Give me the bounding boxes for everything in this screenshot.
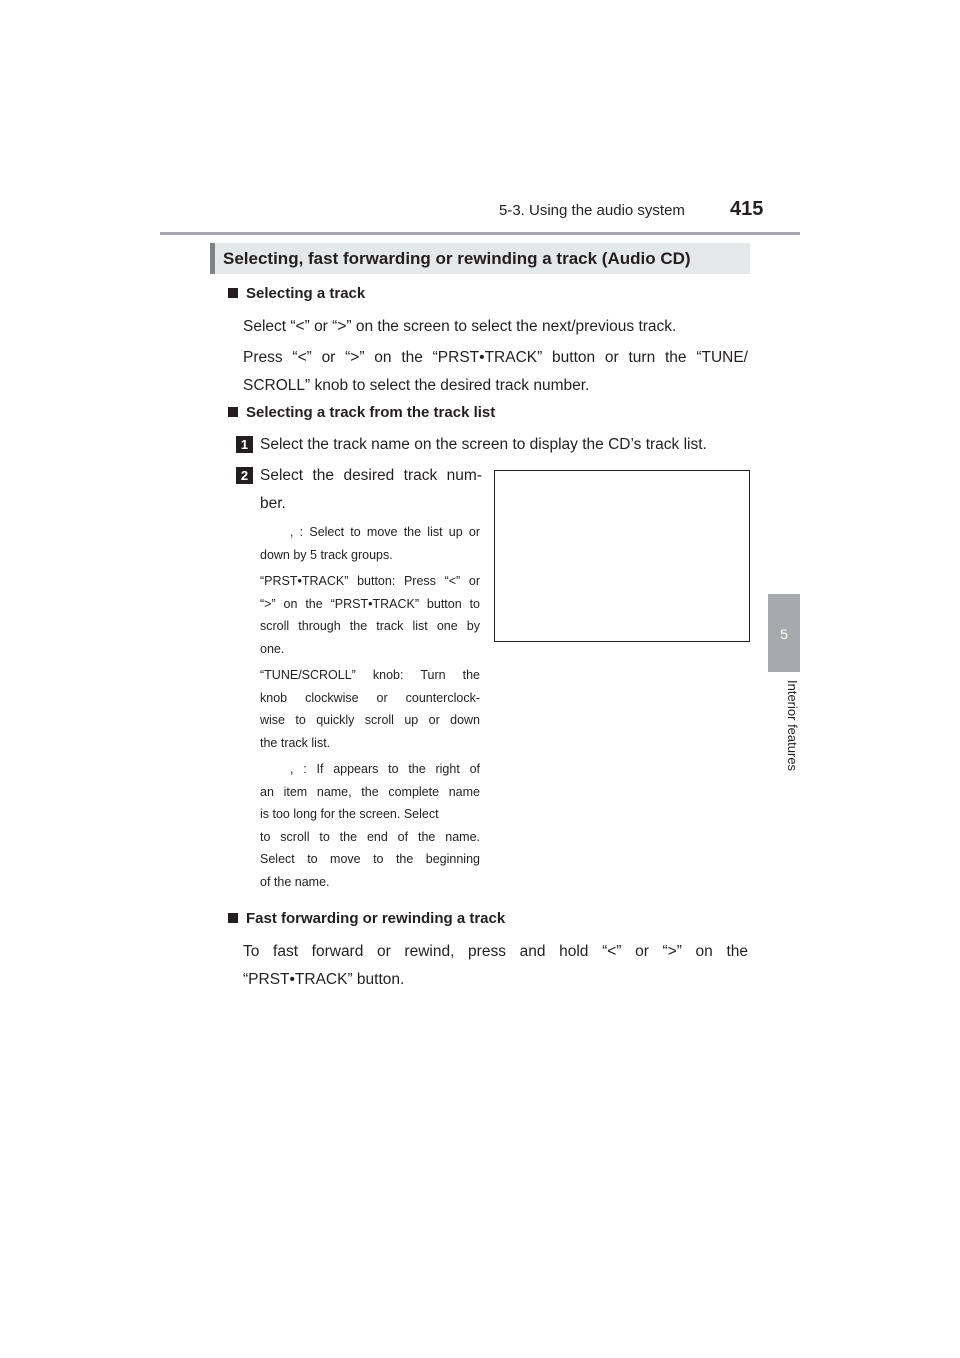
heading-text: Fast forwarding or rewinding a track bbox=[246, 910, 506, 927]
bullet-square-icon bbox=[228, 913, 238, 923]
note-line: to scroll to the end of the name. bbox=[260, 829, 480, 844]
note-line: of the name. bbox=[260, 874, 330, 889]
note-line: Select to move to the beginning bbox=[260, 852, 480, 866]
note-line: an item name, the complete name bbox=[260, 784, 480, 799]
note-line: down by 5 track groups. bbox=[260, 547, 393, 562]
text-line: Select “<” or “>” on the screen to select the next/previous track. bbox=[243, 318, 677, 335]
text-line: Select the desired track num- bbox=[260, 467, 482, 484]
heading-fast-forward bbox=[228, 910, 505, 927]
step2-notes bbox=[260, 521, 480, 893]
note-line: is too long for the screen. Select bbox=[260, 807, 439, 821]
note-line: “PRST•TRACK” button: Press “<” or bbox=[260, 574, 480, 588]
section-title: Selecting, fast forwarding or rewinding a track (Audio CD) bbox=[210, 243, 750, 274]
chapter-tab bbox=[768, 594, 800, 672]
page-number: 415 bbox=[730, 198, 764, 220]
heading-track-list bbox=[228, 404, 495, 421]
text-line: “PRST•TRACK” button. bbox=[243, 971, 405, 988]
paragraph-fast-forward bbox=[243, 938, 748, 994]
screen-illustration bbox=[494, 470, 750, 642]
note-line: wise to quickly scroll up or down bbox=[260, 713, 480, 727]
heading-text: Selecting a track bbox=[246, 285, 366, 302]
text-line: Press “<” or “>” on the “PRST•TRACK” button or turn the “TUNE/ bbox=[243, 349, 748, 366]
note-line: , : If appears to the right of bbox=[290, 762, 480, 776]
heading-text: Selecting a track from the track list bbox=[246, 404, 496, 421]
step-number-2: 2 bbox=[236, 467, 253, 484]
step2-text bbox=[260, 462, 482, 518]
note-line: “TUNE/SCROLL” knob: Turn the bbox=[260, 668, 480, 682]
note-line: , : Select to move the list up or bbox=[290, 525, 480, 539]
paragraph-selecting-track bbox=[243, 313, 748, 400]
header-divider bbox=[160, 232, 800, 235]
note-line: knob clockwise or counterclock- bbox=[260, 690, 480, 705]
note-line: one. bbox=[260, 641, 285, 656]
bullet-square-icon bbox=[228, 407, 238, 417]
text-line: ber. bbox=[260, 495, 286, 512]
note-line: the track list. bbox=[260, 735, 331, 750]
note-line: “>” on the “PRST•TRACK” button to bbox=[260, 596, 480, 611]
text-line: SCROLL” knob to select the desired track number. bbox=[243, 377, 590, 394]
heading-selecting-track bbox=[228, 285, 365, 302]
step1-text: Select the track name on the screen to display the CD’s track list. bbox=[260, 436, 707, 453]
note-line: scroll through the track list one by bbox=[260, 619, 480, 633]
chapter-title: Interior features bbox=[785, 680, 800, 772]
header-section-title: 5-3. Using the audio system bbox=[499, 202, 685, 219]
chapter-number: 5 bbox=[780, 626, 788, 642]
bullet-square-icon bbox=[228, 288, 238, 298]
text-line: To fast forward or rewind, press and hold “<” or “>” on the bbox=[243, 943, 748, 960]
step-number-1: 1 bbox=[236, 436, 253, 453]
